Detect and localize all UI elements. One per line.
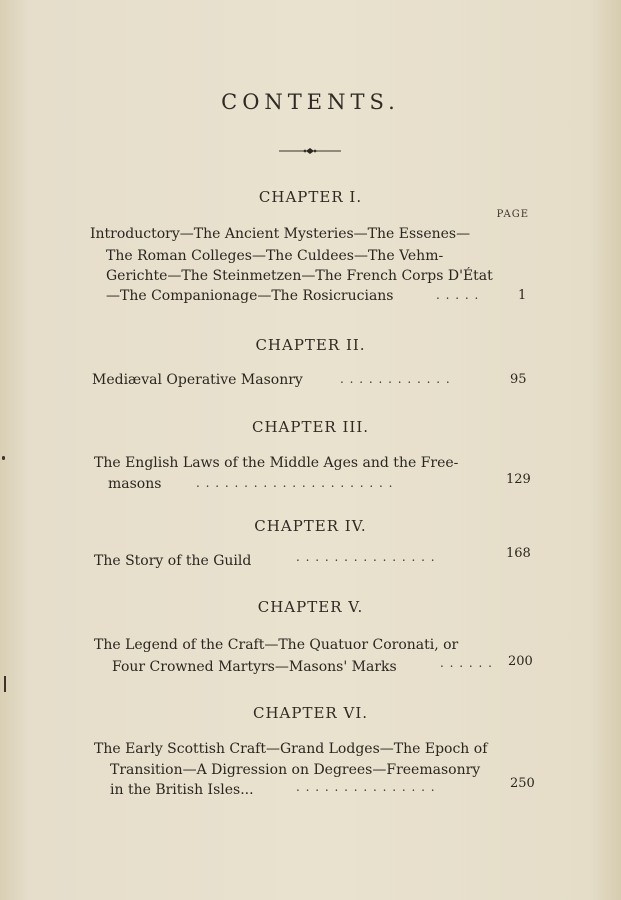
leader-dots: . . . . . . . . . . . . . . . . . . . . . <box>196 476 394 490</box>
page-number: 200 <box>508 654 533 669</box>
leader-dots: . . . . . . . . . . . . . . . <box>296 550 436 564</box>
leader-dots: . . . . . . . . . . . . <box>340 372 451 386</box>
ornament-rule-icon <box>275 145 345 157</box>
leader-dots: . . . . . . . . . . . . . . . <box>296 780 436 794</box>
toc-entry-line: masons <box>108 476 162 492</box>
margin-mark <box>4 676 6 692</box>
margin-mark <box>2 456 5 460</box>
toc-entry-line: Gerichte—The Steinmetzen—The French Corps D'État <box>106 268 493 284</box>
toc-entry-line: in the British Isles... <box>110 782 254 798</box>
chapter-title: CHAPTER II. <box>255 336 366 354</box>
page-number: 129 <box>506 472 531 487</box>
toc-entry-line: The Legend of the Craft—The Quatuor Coronati, or <box>94 637 459 653</box>
chapter-title: CHAPTER VI. <box>252 704 369 722</box>
chapter-title: CHAPTER IV. <box>254 517 367 535</box>
page-title: CONTENTS. <box>221 90 400 114</box>
toc-entry-line: Transition—A Digression on Degrees—Freemasonry <box>110 762 481 778</box>
toc-entry-line: The Early Scottish Craft—Grand Lodges—The Epoch of <box>94 741 488 757</box>
toc-entry-line: Four Crowned Martyrs—Masons' Marks <box>112 659 397 675</box>
leader-dots: . . . . . . <box>440 656 493 670</box>
page-column-label: PAGE <box>496 209 529 220</box>
page-number: 95 <box>510 372 527 387</box>
toc-entry-line: —The Companionage—The Rosicrucians <box>106 288 394 304</box>
page-number: 168 <box>506 546 531 561</box>
chapter-title: CHAPTER I. <box>258 188 363 206</box>
chapter-title: CHAPTER V. <box>257 598 364 616</box>
toc-entry-line: Mediæval Operative Masonry <box>92 372 303 388</box>
chapter-title: CHAPTER III. <box>251 418 370 436</box>
toc-entry-line: The Roman Colleges—The Culdees—The Vehm- <box>106 248 444 264</box>
toc-entry-line: The English Laws of the Middle Ages and the Free- <box>94 455 459 471</box>
toc-entry-line: Introductory—The Ancient Mysteries—The Essenes— <box>90 226 471 242</box>
toc-entry-line: The Story of the Guild <box>94 553 252 569</box>
page-number: 1 <box>518 288 527 303</box>
page-number: 250 <box>510 776 535 791</box>
leader-dots: . . . . . <box>436 288 480 302</box>
